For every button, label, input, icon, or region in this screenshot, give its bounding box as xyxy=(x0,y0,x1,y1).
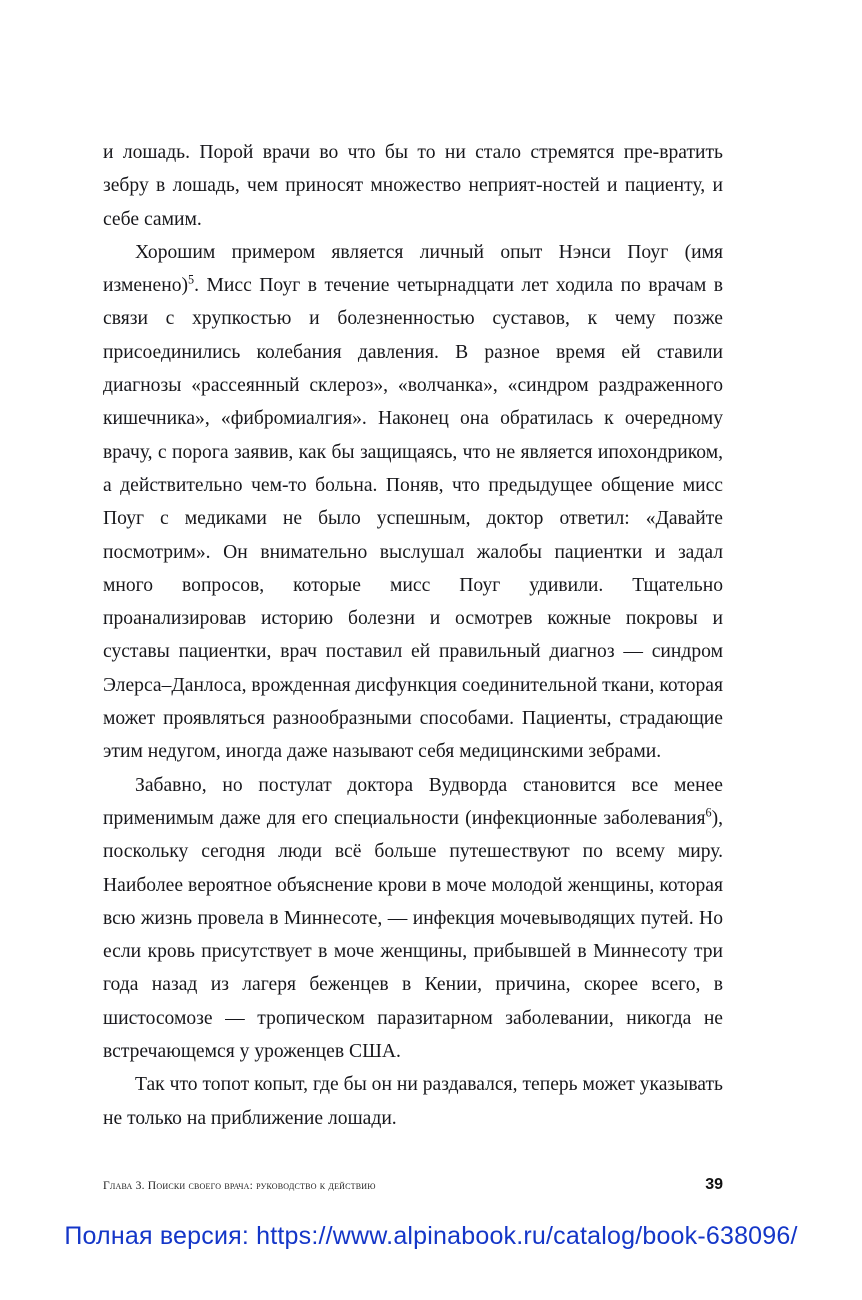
footnote-marker-5: 5 xyxy=(188,272,195,287)
paragraph-2-text-before-footnote: Хорошим примером является личный опыт Нэнси Поуг (имя изменено) xyxy=(103,241,723,297)
footer-chapter-title: Глава 3. Поиски своего врача: руководство к действию xyxy=(103,1179,376,1192)
page-footer xyxy=(103,1176,723,1194)
footnote-marker-6: 6 xyxy=(705,805,712,820)
body-text-column xyxy=(103,136,723,1135)
paragraph-3-text-before-footnote: Забавно, но постулат доктора Вудворда становится все менее применимым даже для его специальности (инфекционные заболевания xyxy=(103,774,723,829)
paragraph-2-text-after-footnote: . Мисс Поуг в течение четырнадцати лет ходила по врачам в связи с хрупкостью и болезненностью суставов, к чему позже присоединились колебания давления. В разное время ей ставили диагнозы «рассеянный склероз», «волчанка», «синдром раздраженного кишечника», «фибромиалгия». Наконец она обратилась к очередному врачу, с порога заявив, как бы защищаясь, что не является ипохондриком, а действительно чем-то больна. Поняв, что предыдущее общение мисс Поуг с медиками не было успешным, доктор ответил: «Давайте посмотрим». Он внимательно выслушал жалобы пациентки и задал много вопросов, которые мисс Поуг удивили. Тщательно проанализировав историю болезни и осмотрев кожные покровы и суставы пациентки, врач поставил ей правильный диагноз — синдром Элерса–Данлоса, врожденная дисфункция соединительной ткани, которая может проявляться разнообразными способами. Пациенты, страдающие этим недугом, иногда даже называют себя медицинскими зебрами. xyxy=(103,275,723,763)
paragraph-4: Так что топот копыт, где бы он ни раздавался, теперь может указывать не только на приближение лошади. xyxy=(103,1074,723,1129)
page-number: 39 xyxy=(705,1176,723,1193)
promo-label: Полная версия: xyxy=(64,1222,249,1250)
paragraph-3-text-after-footnote: ), поскольку сегодня люди всё больше путешествуют по всему миру. Наиболее вероятное объяснение крови в моче молодой женщины, которая всю жизнь провела в Миннесоте, — инфекция мочевыводящих путей. Но если кровь присутствует в моче женщины, прибывшей в Миннесоту три года назад из лагеря беженцев в Кении, причина, скорее всего, в шистосомозе — тропическом паразитарном заболевании, никогда не встречающемся у уроженцев США. xyxy=(103,807,723,1063)
paragraph-3 xyxy=(103,769,723,1069)
paragraph-2 xyxy=(103,236,723,769)
promo-url-link[interactable]: https://www.alpinabook.ru/catalog/book-638096/ xyxy=(256,1222,798,1250)
paragraph-1: и лошадь. Порой врачи во что бы то ни стало стремятся пре-вратить зебру в лошадь, чем приносят множество неприят-ностей и пациенту, и себе самим. xyxy=(103,142,723,230)
promo-line xyxy=(0,1222,862,1251)
